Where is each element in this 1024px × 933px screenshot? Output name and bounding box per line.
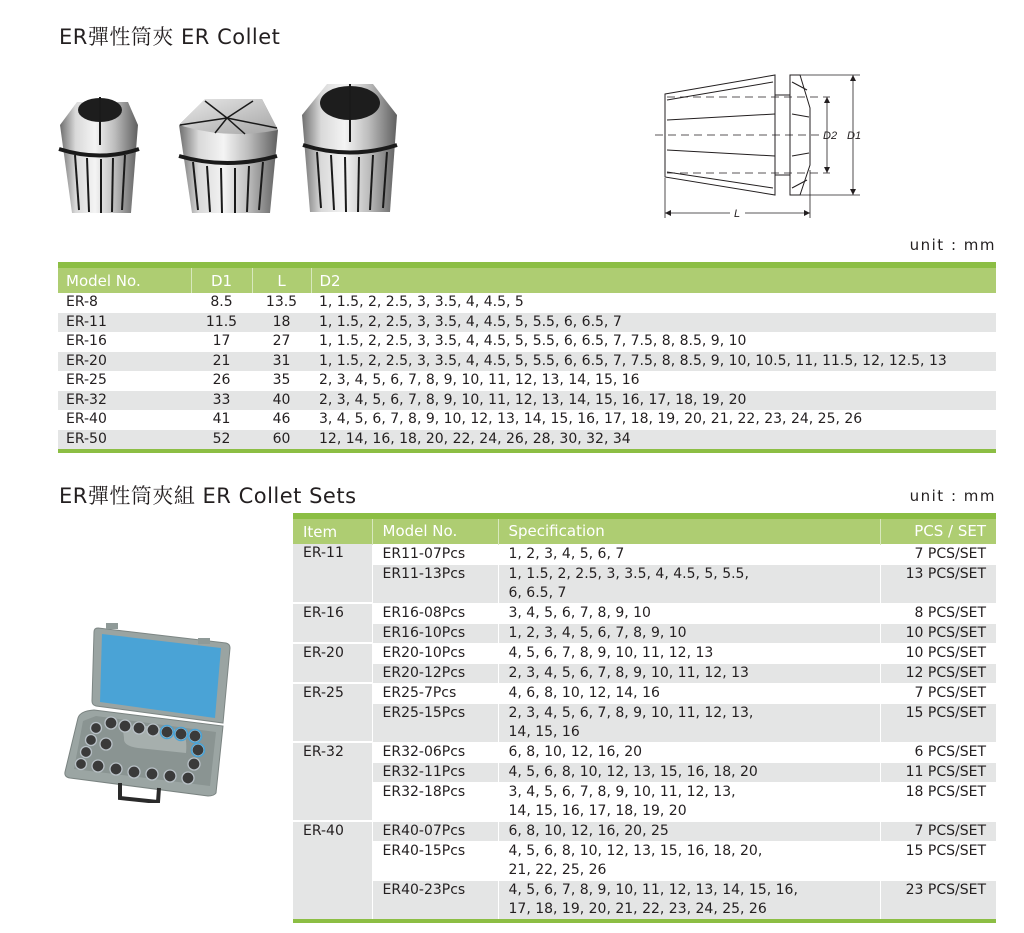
cell-pcs: 15 PCS/SET <box>880 841 996 880</box>
table-header-row <box>293 516 996 544</box>
table-row <box>293 643 996 663</box>
cell-pcs: 10 PCS/SET <box>880 623 996 643</box>
table-row <box>293 841 996 880</box>
cell-l: 13.5 <box>265 294 298 311</box>
table-row <box>58 391 996 411</box>
cell-model: ER40-07Pcs <box>372 821 498 841</box>
cell-model: ER25-7Pcs <box>372 683 498 703</box>
cell-spec <box>498 782 880 821</box>
cell-spec <box>498 564 880 603</box>
cell-pcs: 11 PCS/SET <box>880 762 996 782</box>
cell-d2: 2, 3, 4, 5, 6, 7, 8, 9, 10, 11, 12, 13, 14, 15, 16, 17, 18, 19, 20 <box>319 391 747 408</box>
table-row <box>58 430 996 451</box>
table-row <box>293 821 996 841</box>
cell-spec <box>498 880 880 921</box>
cell-pcs: 8 PCS/SET <box>880 603 996 623</box>
cell-d2: 2, 3, 4, 5, 6, 7, 8, 9, 10, 11, 12, 13, 14, 15, 16 <box>319 372 640 389</box>
cell-spec: 4, 6, 8, 10, 12, 14, 16 <box>498 683 880 703</box>
cell-model: ER-50 <box>66 430 107 447</box>
collet-set-case-photo <box>58 618 248 803</box>
table-row <box>58 410 996 430</box>
spec-line: 21, 22, 25, 26 <box>508 861 607 878</box>
cell-pcs: 10 PCS/SET <box>880 643 996 663</box>
unit-label: unit : mm <box>909 487 996 505</box>
cell-l: 60 <box>272 430 291 447</box>
table-row <box>293 762 996 782</box>
cell-d2: 1, 1.5, 2, 2.5, 3, 3.5, 4, 4.5, 5, 5.5, 6, 6.5, 7 <box>319 313 622 330</box>
cell-d1: 17 <box>212 333 231 350</box>
cell-d1: 52 <box>212 430 231 447</box>
table-row <box>293 703 996 742</box>
header-d2: D2 <box>319 271 341 290</box>
cell-model: ER40-15Pcs <box>372 841 498 880</box>
spec-line: 6, 6.5, 7 <box>508 584 567 601</box>
spec-line: 3, 4, 5, 6, 7, 8, 9, 10, 11, 12, 13, <box>508 783 736 800</box>
spec-line: 14, 15, 16 <box>508 723 580 740</box>
unit-label: unit : mm <box>909 236 996 254</box>
table-row <box>293 623 996 643</box>
cell-l: 35 <box>272 372 291 389</box>
cell-d2: 12, 14, 16, 18, 20, 22, 24, 26, 28, 30, 32, 34 <box>319 430 631 447</box>
cell-model: ER-16 <box>66 333 107 350</box>
cell-spec: 3, 4, 5, 6, 7, 8, 9, 10 <box>498 603 880 623</box>
spec-line: 2, 3, 4, 5, 6, 7, 8, 9, 10, 11, 12, 13, <box>508 704 754 721</box>
cell-model: ER16-10Pcs <box>372 623 498 643</box>
cell-d2: 1, 1.5, 2, 2.5, 3, 3.5, 4, 4.5, 5, 5.5, 6, 6.5, 7, 7.5, 8, 8.5, 9, 10, 10.5, 11, 11.5, 12, 12.5, 13 <box>319 352 947 369</box>
cell-l: 18 <box>272 313 291 330</box>
table-row <box>293 663 996 683</box>
cell-model: ER-25 <box>66 372 107 389</box>
header-l: L <box>252 265 311 293</box>
cell-pcs: 7 PCS/SET <box>880 683 996 703</box>
cell-model: ER32-18Pcs <box>372 782 498 821</box>
cell-spec: 6, 8, 10, 12, 16, 20 <box>498 742 880 762</box>
label-d1: D1 <box>847 130 862 142</box>
header-item: Item <box>293 516 372 544</box>
collet-photo-large <box>302 84 397 212</box>
collet-dimension-diagram <box>655 70 865 225</box>
cell-d1: 41 <box>212 411 231 428</box>
collet-photos <box>55 70 415 220</box>
table-row <box>293 564 996 603</box>
cell-spec <box>498 841 880 880</box>
cell-model: ER-40 <box>66 411 107 428</box>
cell-pcs: 15 PCS/SET <box>880 703 996 742</box>
cell-pcs: 12 PCS/SET <box>880 663 996 683</box>
cell-item: ER-25 <box>293 683 372 742</box>
cell-spec: 1, 2, 3, 4, 5, 6, 7, 8, 9, 10 <box>498 623 880 643</box>
cell-d1: 8.5 <box>210 294 233 311</box>
table-row <box>293 683 996 703</box>
cell-spec: 1, 2, 3, 4, 5, 6, 7 <box>498 544 880 564</box>
collet-photo-small <box>59 97 139 213</box>
cell-model: ER40-23Pcs <box>372 880 498 921</box>
cell-spec: 4, 5, 6, 7, 8, 9, 10, 11, 12, 13 <box>498 643 880 663</box>
cell-model: ER25-15Pcs <box>372 703 498 742</box>
cell-d2: 3, 4, 5, 6, 7, 8, 9, 10, 12, 13, 14, 15, 16, 17, 18, 19, 20, 21, 22, 23, 24, 25, 26 <box>319 411 863 428</box>
cell-pcs: 7 PCS/SET <box>880 821 996 841</box>
spec-line: 1, 1.5, 2, 2.5, 3, 3.5, 4, 4.5, 5, 5.5, <box>508 565 749 582</box>
cell-item: ER-32 <box>293 742 372 821</box>
cell-item: ER-16 <box>293 603 372 643</box>
page-title-collet-sets: ER彈性筒夾組 ER Collet Sets <box>59 484 357 508</box>
spec-line: 4, 5, 6, 7, 8, 9, 10, 11, 12, 13, 14, 15, 16, <box>508 881 798 898</box>
table-row <box>293 544 996 564</box>
cell-model: ER20-12Pcs <box>372 663 498 683</box>
header-model-no: Model No. <box>372 516 498 544</box>
spec-line: 17, 18, 19, 20, 21, 22, 23, 24, 25, 26 <box>508 900 767 917</box>
table-row <box>58 352 996 372</box>
cell-l: 31 <box>272 352 291 369</box>
cell-d1: 21 <box>212 352 231 369</box>
cell-spec <box>498 703 880 742</box>
cell-item: ER-20 <box>293 643 372 683</box>
table-row <box>293 603 996 623</box>
cell-d1: 11.5 <box>205 313 238 330</box>
cell-model: ER-20 <box>66 352 107 369</box>
cell-pcs: 7 PCS/SET <box>880 544 996 564</box>
header-d1: D1 <box>191 265 252 293</box>
table-header-row <box>58 265 996 293</box>
cell-l: 46 <box>272 411 291 428</box>
cell-model: ER-8 <box>66 294 98 311</box>
cell-item: ER-40 <box>293 821 372 921</box>
cell-model: ER-32 <box>66 391 107 408</box>
collet-spec-table <box>58 262 996 453</box>
cell-model: ER11-13Pcs <box>372 564 498 603</box>
cell-l: 27 <box>272 333 291 350</box>
cell-spec: 2, 3, 4, 5, 6, 7, 8, 9, 10, 11, 12, 13 <box>498 663 880 683</box>
cell-model: ER20-10Pcs <box>372 643 498 663</box>
table-row <box>293 782 996 821</box>
cell-model: ER32-11Pcs <box>372 762 498 782</box>
cell-pcs: 6 PCS/SET <box>880 742 996 762</box>
table-row <box>293 880 996 921</box>
label-d2: D2 <box>823 130 838 142</box>
cell-item: ER-11 <box>293 544 372 603</box>
collet-sets-table <box>293 513 996 923</box>
cell-d1: 26 <box>212 372 231 389</box>
spec-line: 14, 15, 16, 17, 18, 19, 20 <box>508 802 687 819</box>
cell-d2: 1, 1.5, 2, 2.5, 3, 3.5, 4, 4.5, 5, 5.5, 6, 6.5, 7, 7.5, 8, 8.5, 9, 10 <box>319 333 747 350</box>
cell-model: ER11-07Pcs <box>372 544 498 564</box>
table-row <box>58 332 996 352</box>
spec-line: 4, 5, 6, 8, 10, 12, 13, 15, 16, 18, 20, <box>508 842 763 859</box>
header-specification: Specification <box>498 516 880 544</box>
table-row <box>58 313 996 333</box>
table-row <box>293 742 996 762</box>
cell-pcs: 13 PCS/SET <box>880 564 996 603</box>
cell-pcs: 23 PCS/SET <box>880 880 996 921</box>
header-pcs-per-set: PCS / SET <box>914 522 986 541</box>
header-model-no: Model No. <box>58 265 191 293</box>
cell-model: ER16-08Pcs <box>372 603 498 623</box>
page-title-collet: ER彈性筒夾 ER Collet <box>59 25 281 49</box>
table-row <box>58 293 996 313</box>
table-row <box>58 371 996 391</box>
label-l: L <box>734 208 741 220</box>
cell-spec: 4, 5, 6, 8, 10, 12, 13, 15, 16, 18, 20 <box>498 762 880 782</box>
cell-model: ER-11 <box>66 313 107 330</box>
cell-d1: 33 <box>212 391 231 408</box>
cell-model: ER32-06Pcs <box>372 742 498 762</box>
cell-l: 40 <box>272 391 291 408</box>
cell-pcs: 18 PCS/SET <box>880 782 996 821</box>
cell-d2: 1, 1.5, 2, 2.5, 3, 3.5, 4, 4.5, 5 <box>319 294 524 311</box>
cell-spec: 6, 8, 10, 12, 16, 20, 25 <box>498 821 880 841</box>
collet-photo-closed <box>179 99 278 213</box>
